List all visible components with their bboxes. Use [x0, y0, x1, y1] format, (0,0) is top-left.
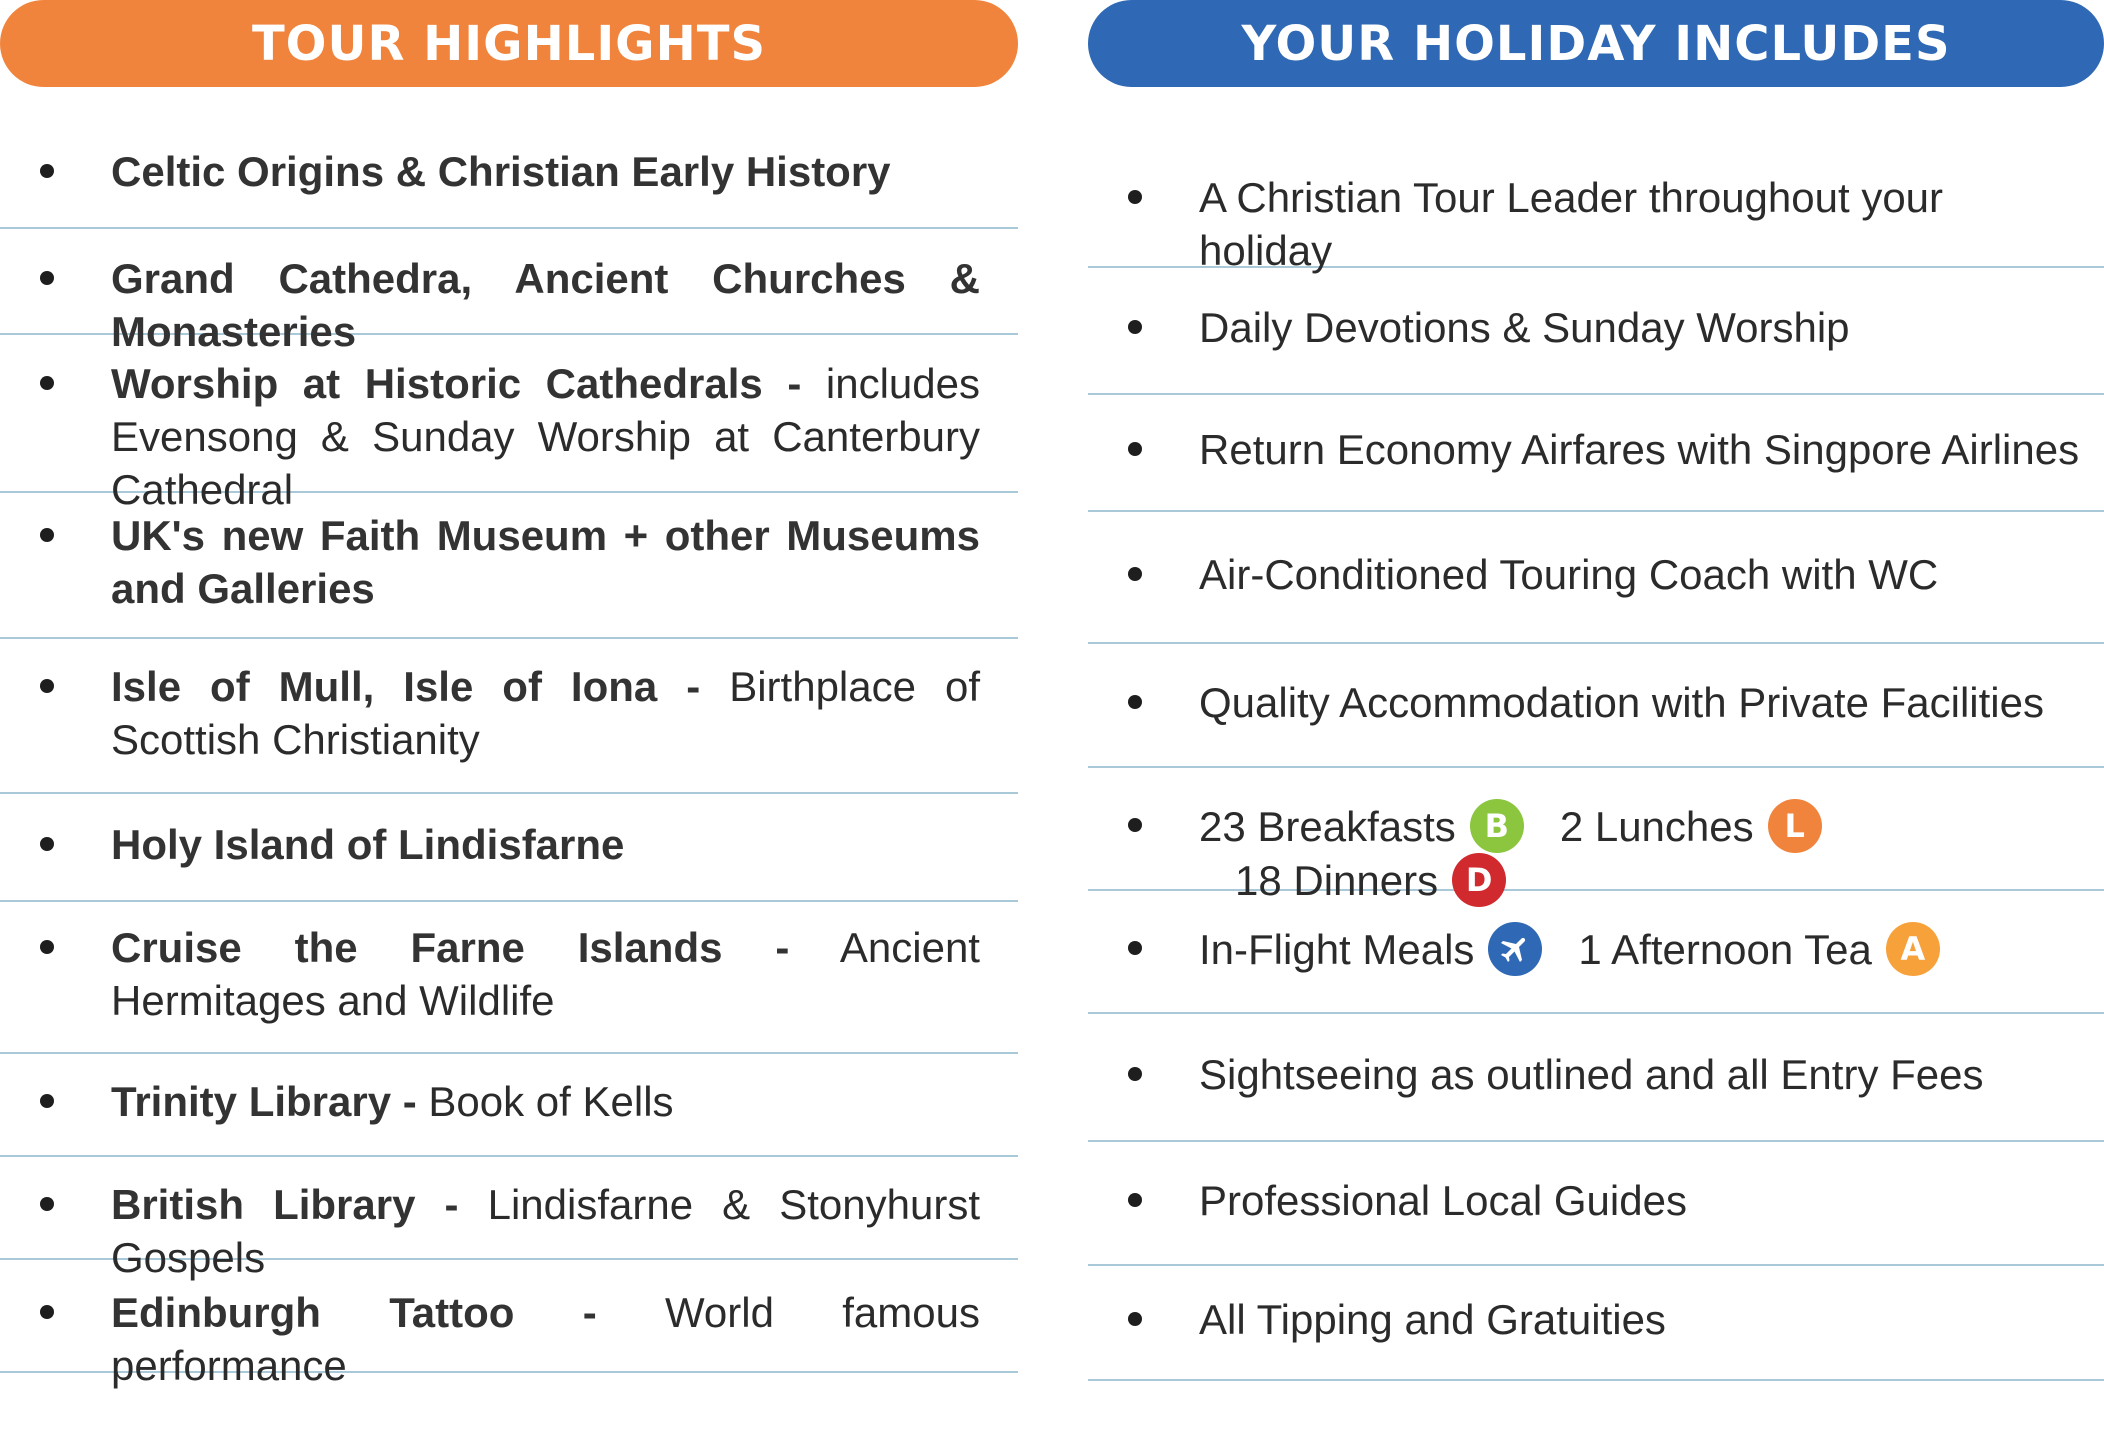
holiday-includes-list [1088, 135, 2104, 1381]
bullet-icon [1128, 941, 1142, 955]
highlight-item [0, 493, 1018, 639]
inflight-meals [1199, 922, 1542, 976]
highlight-item [0, 335, 1018, 513]
breakfast-badge-icon: B [1470, 799, 1524, 853]
include-item [1088, 1142, 2104, 1266]
bullet-icon [40, 376, 54, 390]
include-item [1088, 135, 2104, 274]
tour-highlights-banner: TOUR HIGHLIGHTS [0, 0, 1018, 87]
highlight-item [0, 1260, 1018, 1389]
highlight-text [111, 660, 980, 766]
meal-lunches [1560, 799, 1822, 853]
highlight-bold-text: UK's new Faith Museum + other Museums and Galleries [111, 512, 980, 612]
highlight-text [111, 921, 980, 1027]
tour-highlights-column [0, 0, 1018, 1389]
highlight-text [111, 818, 980, 871]
highlight-bold-text: Grand Cathedra, Ancient Churches & Monasteries [111, 255, 980, 355]
bullet-icon [1128, 442, 1142, 456]
include-item [1088, 1014, 2104, 1142]
bullet-icon [40, 1094, 54, 1108]
bullet-icon [40, 528, 54, 542]
include-text: A Christian Tour Leader throughout your holiday [1199, 174, 1944, 274]
bullet-icon [40, 1305, 54, 1319]
afternoon-tea-label: 1 Afternoon Tea [1578, 925, 1872, 973]
highlight-text [111, 1286, 980, 1392]
highlight-item [0, 1054, 1018, 1157]
highlight-text [111, 509, 980, 615]
highlight-bold-text: British Library - [111, 1181, 459, 1228]
include-text: Return Economy Airfares with Singpore Airlines [1199, 426, 2080, 473]
highlight-item [0, 639, 1018, 794]
lunch-badge-icon: L [1768, 799, 1822, 853]
highlight-detail-text: Lindisfarne & Stonyhurst Gospels [111, 1181, 980, 1281]
holiday-includes-banner: YOUR HOLIDAY INCLUDES [1088, 0, 2104, 87]
bullet-icon [1128, 818, 1142, 832]
highlight-detail-text: World famous performance [111, 1289, 980, 1389]
include-text: Quality Accommodation with Private Facilities [1199, 679, 2044, 726]
bullet-icon [1128, 1312, 1142, 1326]
lunches-label: 2 Lunches [1559, 802, 1754, 850]
highlight-item [0, 1157, 1018, 1281]
highlight-bold-text: Trinity Library - [111, 1078, 417, 1125]
dinners-label: 18 Dinners [1235, 856, 1439, 904]
highlight-detail-text: includes Evensong & Sunday Worship at Canterbury Cathedral [111, 360, 980, 513]
include-text: All Tipping and Gratuities [1199, 1296, 1666, 1343]
bullet-icon [1128, 190, 1142, 204]
highlight-text [111, 1075, 980, 1128]
include-text: Air-Conditioned Touring Coach with WC [1199, 551, 1939, 598]
highlight-bold-text: Cruise the Farne Islands - [111, 924, 790, 971]
bullet-icon [40, 164, 54, 178]
include-text: Daily Devotions & Sunday Worship [1199, 304, 1850, 351]
include-item-meals [1088, 768, 2104, 904]
bullet-icon [1128, 1193, 1142, 1207]
highlight-detail-text: Birthplace of Scottish Christianity [111, 663, 980, 763]
include-item [1088, 395, 2104, 512]
include-item [1088, 268, 2104, 395]
include-item-inflight [1088, 891, 2104, 1014]
highlight-item [0, 902, 1018, 1054]
bullet-icon [40, 271, 54, 285]
highlight-detail-text: Book of Kells [416, 1078, 674, 1125]
bullet-icon [1128, 320, 1142, 334]
holiday-includes-column [1088, 0, 2104, 1343]
include-text: Professional Local Guides [1199, 1177, 1687, 1224]
highlight-bold-text: Celtic Origins & Christian Early History [111, 148, 891, 195]
include-item [1088, 1266, 2104, 1381]
afternoon-tea [1578, 922, 1939, 976]
highlight-bold-text: Edinburgh Tattoo - [111, 1289, 597, 1336]
highlight-item [0, 122, 1018, 229]
bullet-icon [40, 679, 54, 693]
bullet-icon [1128, 567, 1142, 581]
highlight-text [111, 145, 980, 198]
dinner-badge-icon: D [1452, 853, 1506, 907]
include-item [1088, 512, 2104, 644]
bullet-icon [40, 940, 54, 954]
tour-highlights-list [0, 122, 1018, 1389]
inflight-meals-label: In-Flight Meals [1199, 925, 1475, 973]
bullet-icon [1128, 695, 1142, 709]
include-item [1088, 644, 2104, 768]
highlight-detail-text: Ancient Hermitages and Wildlife [111, 924, 980, 1024]
highlight-bold-text: Worship at Historic Cathedrals - [111, 360, 802, 407]
inflight-text [1199, 922, 2084, 976]
include-text: Sightseeing as outlined and all Entry Fees [1199, 1051, 1984, 1098]
bullet-icon [40, 1197, 54, 1211]
meal-breakfasts [1199, 799, 1524, 853]
breakfasts-label: 23 Breakfasts [1199, 802, 1456, 850]
highlight-item [0, 229, 1018, 355]
bullet-icon [40, 837, 54, 851]
bullet-icon [1128, 1067, 1142, 1081]
airplane-icon [1488, 922, 1542, 976]
highlight-bold-text: Holy Island of Lindisfarne [111, 821, 625, 868]
highlight-item [0, 794, 1018, 902]
highlight-bold-text: Isle of Mull, Isle of Iona - [111, 663, 701, 710]
afternoon-tea-badge-icon: A [1886, 922, 1940, 976]
